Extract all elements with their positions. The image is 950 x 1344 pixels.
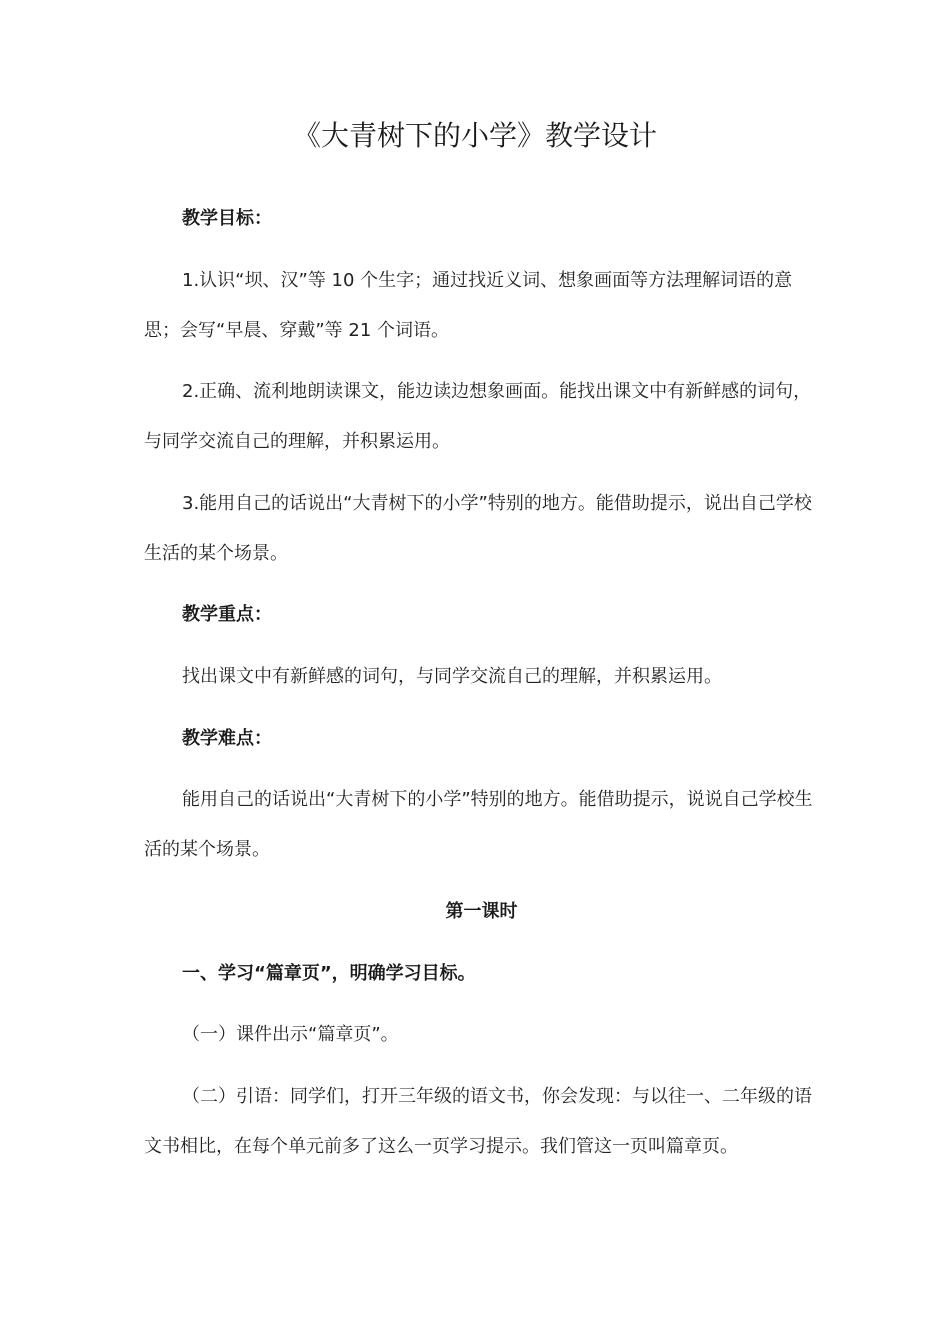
difficulty-heading: 教学难点： bbox=[182, 728, 272, 749]
section-1-heading: 一、学习“篇章页”，明确学习目标。 bbox=[182, 963, 476, 984]
goals-heading: 教学目标： bbox=[182, 208, 272, 229]
goal-item-2: 2.正确、流利地朗读课文，能边读边想象画面。能找出课文中有新鲜感的词句，与同学交流自己的理解，并积累运用。 bbox=[144, 381, 812, 452]
goal-item-1: 1.认识“坝、汉”等 10 个生字；通过找近义词、想象画面等方法理解词语的意思；会写“早晨、穿戴”等 21 个词语。 bbox=[144, 270, 793, 341]
key-points-text: 找出课文中有新鲜感的词句，与同学交流自己的理解，并积累运用。 bbox=[182, 666, 722, 687]
step-1-text: （一）课件出示“篇章页”。 bbox=[182, 1024, 399, 1045]
lesson-heading: 第一课时 bbox=[445, 901, 518, 922]
key-points-heading: 教学重点： bbox=[182, 604, 272, 625]
goal-item-3: 3.能用自己的话说出“大青树下的小学”特别的地方。能借助提示，说出自己学校生活的某个场景。 bbox=[144, 493, 812, 564]
step-2-text: （二）引语：同学们，打开三年级的语文书，你会发现：与以往一、二年级的语文书相比，在每个单元前多了这么一页学习提示。我们管这一页叫篇章页。 bbox=[144, 1086, 812, 1157]
document-title: 《大青树下的小学》教学设计 bbox=[292, 119, 657, 152]
difficulty-text: 能用自己的话说出“大青树下的小学”特别的地方。能借助提示，说说自己学校生活的某个场景。 bbox=[144, 789, 813, 860]
